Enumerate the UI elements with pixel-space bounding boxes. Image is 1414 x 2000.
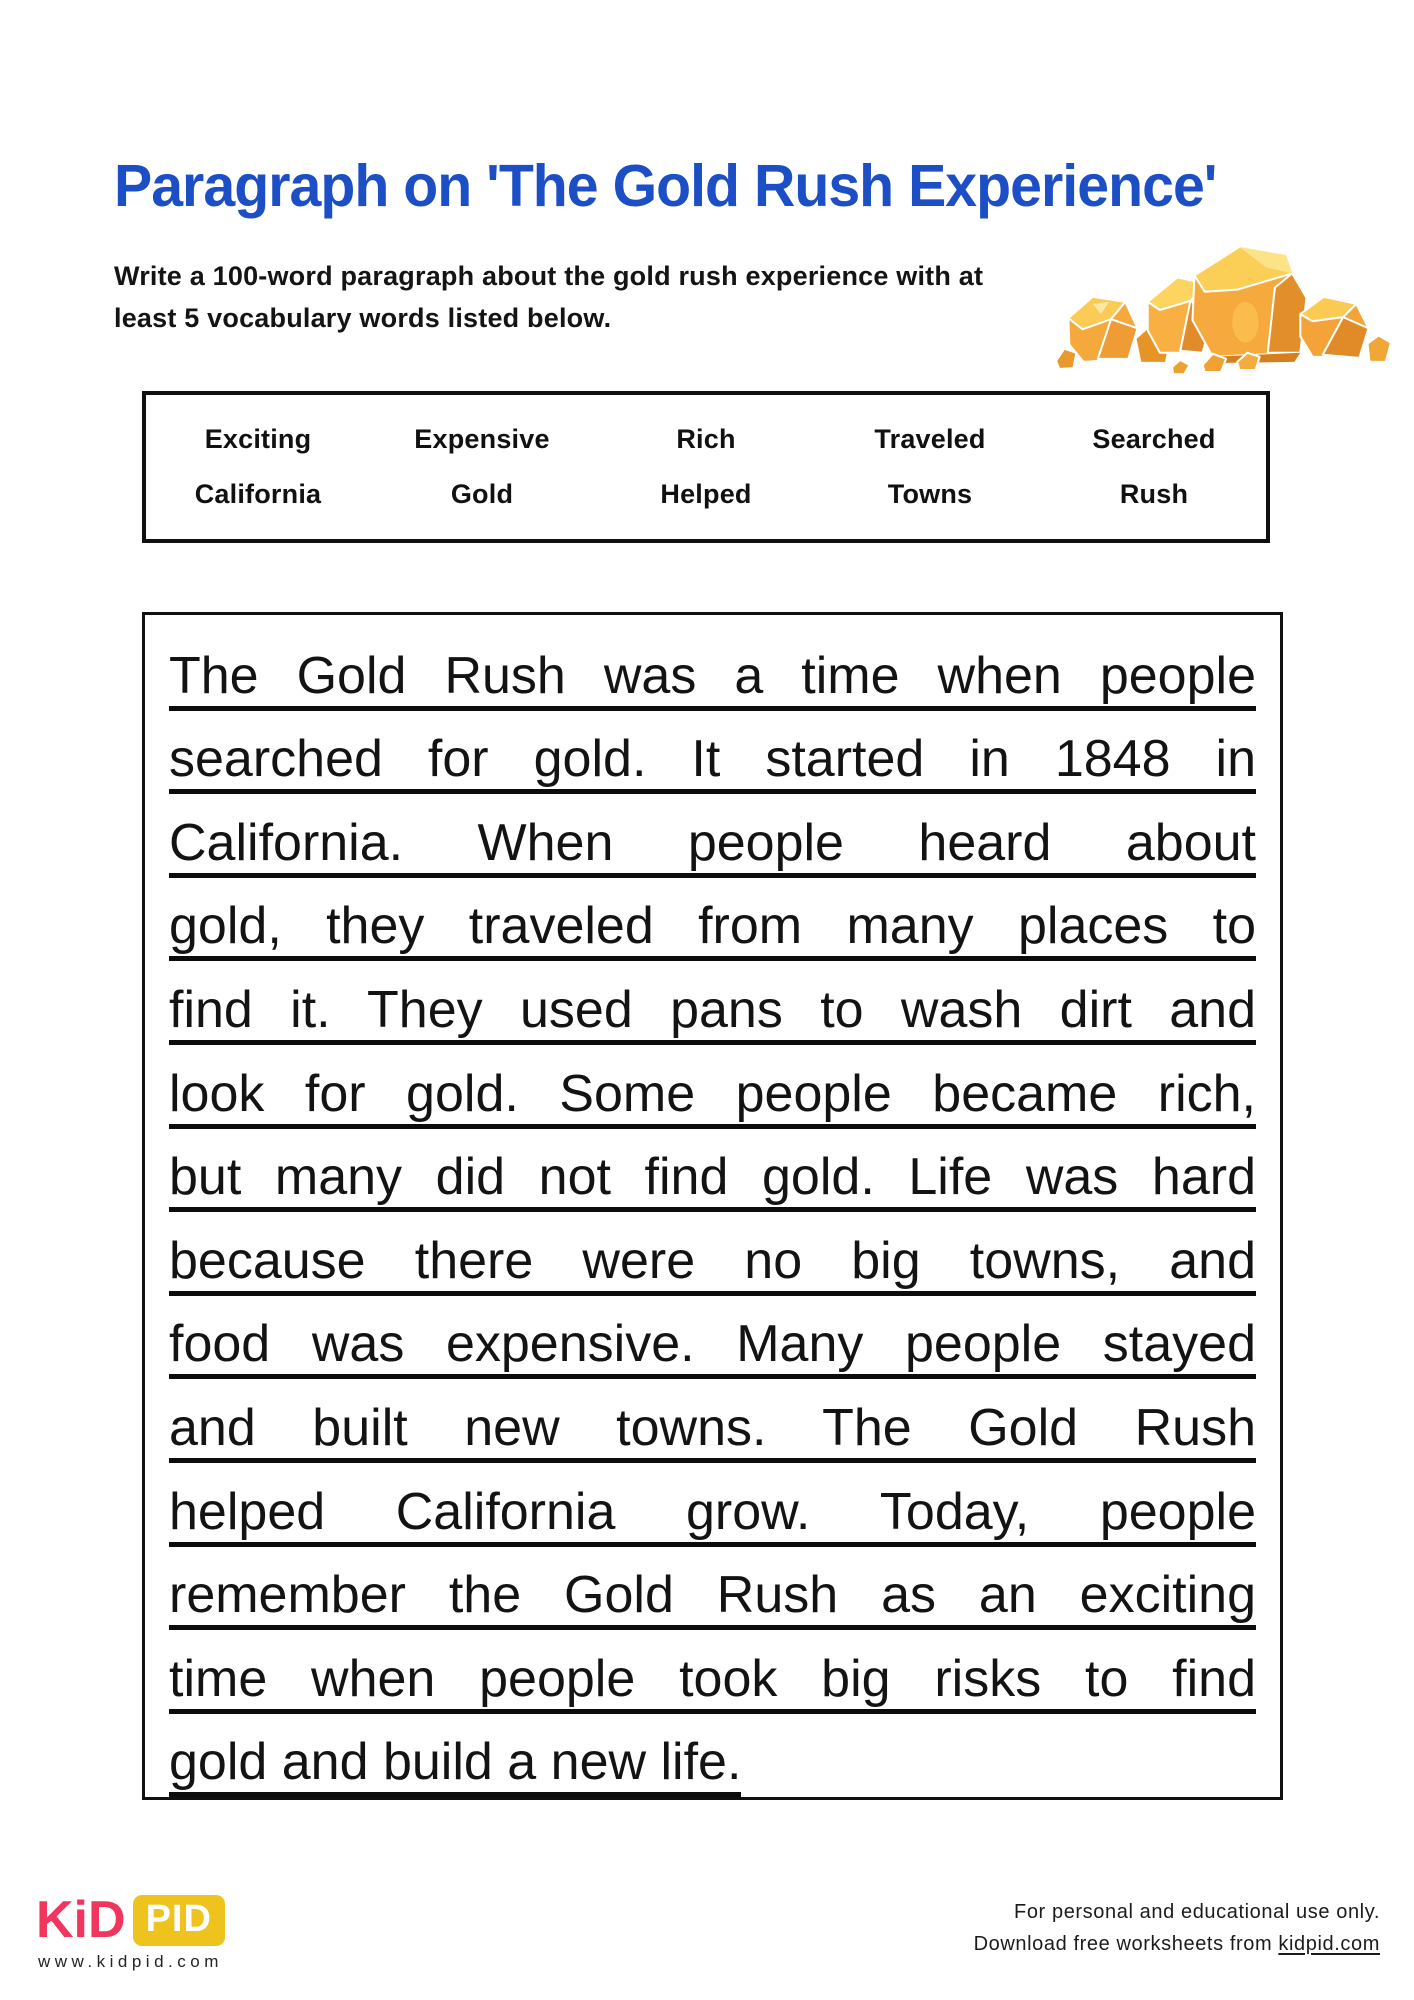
- paragraph-line-text: California. When people heard about: [169, 813, 1256, 872]
- kidpid-logo: [36, 1890, 225, 1950]
- website-url[interactable]: www.kidpid.com: [38, 1952, 223, 1971]
- paragraph-line-text: and built new towns. The Gold Rush: [169, 1398, 1256, 1457]
- instructions-line-2: least 5 vocabulary words listed below.: [114, 302, 612, 333]
- paragraph-box: [142, 612, 1283, 1800]
- vocab-word-gold: Gold: [450, 479, 514, 509]
- paragraph-line-text: helped California grow. Today, people: [169, 1482, 1256, 1541]
- paragraph-line-text: searched for gold. It started in 1848 in: [169, 730, 1256, 789]
- paragraph-line: [169, 1045, 1256, 1129]
- instructions-line-1: Write a 100-word paragraph about the gold rush experience with at: [114, 261, 984, 291]
- vocab-word-california: California: [194, 479, 322, 509]
- paragraph-line: [169, 878, 1256, 962]
- vocab-word-expensive: Expensive: [414, 424, 550, 454]
- vocab-word-exciting: Exciting: [204, 424, 312, 454]
- vocab-word-helped: Helped: [660, 479, 752, 509]
- paragraph-line-text: but many did not find gold. Life was hard: [169, 1148, 1256, 1207]
- paragraph-line-text: remember the Gold Rush as an exciting: [169, 1566, 1256, 1625]
- paragraph-line: [169, 1296, 1256, 1380]
- paragraph-line-text: The Gold Rush was a time when people: [169, 646, 1256, 705]
- gold-nuggets-icon: [1050, 238, 1396, 382]
- paragraph-line-text: find it. They used pans to wash dirt and: [169, 980, 1256, 1039]
- paragraph-line: [169, 1129, 1256, 1213]
- paragraph-line-text: time when people took big risks to find: [169, 1649, 1256, 1708]
- paragraph-line: [169, 1212, 1256, 1296]
- vocab-word-rich: Rich: [676, 424, 736, 454]
- paragraph-line: [169, 794, 1256, 878]
- kidpid-logo-kid: KiD: [36, 1891, 126, 1949]
- paragraph-line: [169, 627, 1256, 711]
- page-title: Paragraph on 'The Gold Rush Experience': [114, 153, 1217, 219]
- vocabulary-box: [142, 391, 1270, 543]
- paragraph-line: [169, 1547, 1256, 1631]
- footer-notice: [974, 1896, 1380, 1960]
- paragraph-line: [169, 961, 1256, 1045]
- paragraph-line-text: look for gold. Some people became rich,: [169, 1064, 1256, 1123]
- footer-notice-line-2-text: Download free worksheets from: [973, 1933, 1279, 1955]
- kidpid-logo-pid: PID: [133, 1895, 225, 1946]
- paragraph-line-text: food was expensive. Many people stayed: [169, 1315, 1256, 1374]
- footer-notice-line-2: [974, 1928, 1380, 1960]
- vocab-word-rush: Rush: [1119, 479, 1189, 509]
- vocab-word-towns: Towns: [887, 479, 973, 509]
- paragraph-line: [169, 1379, 1256, 1463]
- paragraph-line: [169, 1714, 1256, 1798]
- paragraph-line: [169, 1463, 1256, 1547]
- paragraph-line: [169, 711, 1256, 795]
- paragraph-line: [169, 1630, 1256, 1714]
- instructions: [114, 256, 983, 340]
- vocab-word-traveled: Traveled: [874, 424, 986, 454]
- footer-notice-line-1: For personal and educational use only.: [1014, 1901, 1380, 1923]
- paragraph-line-text: because there were no big towns, and: [169, 1231, 1256, 1290]
- paragraph-line-text: gold and build a new life.: [169, 1736, 741, 1797]
- vocab-word-searched: Searched: [1092, 424, 1216, 454]
- paragraph-line-text: gold, they traveled from many places to: [169, 897, 1256, 956]
- kidpid-link[interactable]: kidpid.com: [1278, 1933, 1380, 1955]
